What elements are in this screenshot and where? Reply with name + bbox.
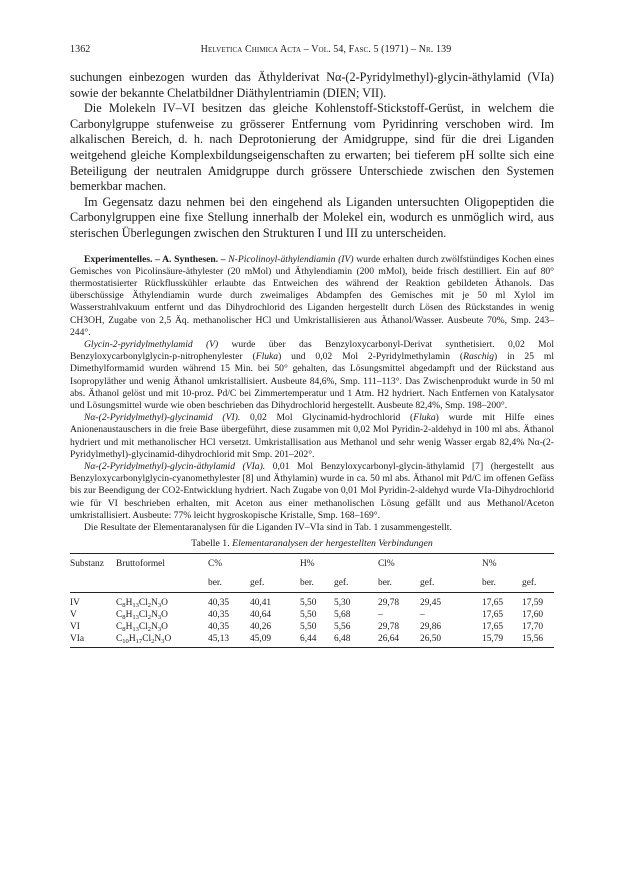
running-title: Helvetica Chimica Acta – Vol. 54, Fasc. 5 (1971) – Nr. 139	[200, 44, 452, 55]
paragraph-1: suchungen einbezogen wurden das Äthylderivat Nα-(2-Pyridylmethyl)-glycin-äthylamid (VIa) sowie der bekannte Chelatbildner Diäthylentriamin (DIEN; VII).	[70, 70, 554, 100]
cell-n-gef: 17,60	[522, 610, 544, 621]
supplier-raschig: Raschig	[463, 351, 494, 363]
cell-c-ber: 40,35	[208, 622, 230, 633]
cell-h-ber: 5,50	[300, 622, 317, 633]
row-substanz: VIa	[70, 633, 116, 648]
cell-h-ber: 5,50	[300, 598, 317, 609]
cell-c-ber: 40,35	[208, 598, 230, 609]
compound-title-v: Glycin-2-pyridylmethylamid (V)	[84, 338, 219, 350]
cell-cl-gef: 29,45	[420, 598, 442, 609]
cell-n-ber: 17,65	[482, 610, 504, 621]
table-row	[70, 597, 554, 609]
row-formula: $C_{10}H_{17}Cl_2N_3O$	[116, 633, 208, 648]
header-gef: gef.	[250, 574, 300, 593]
experimental-text-4: 0,01 Mol Benzyloxycarbonyl-glycin-äthylamid [7] (hergestellt aus Benzyloxycarbonylglycin-cyanomethylester [8] und Äthylamin) wurde in ca. 50 ml abs. Äthanol mit Pd/C im offenen Gefäss bis zur Beendigung der CO2-Entwicklung hydriert. Nach Zugabe von 0,01 Mol Pyridin-2-aldehyd wurde VIa-Dihydrochlorid wie für VI beschrieben erhalten, mit Aceton aus einer methanolischen Lösung gefällt und aus Methanol/Aceton umkristallisiert. Ausbeute: 77% leicht hygroskopische Kristalle, Smp. 168–169°.	[70, 460, 554, 521]
page-number: 1362	[70, 44, 91, 55]
cell-h-ber: 6,44	[300, 633, 334, 648]
header-c: C%	[208, 554, 300, 575]
cell-h-gef: 6,48	[334, 633, 378, 648]
paragraph-2: Die Molekeln IV–VI besitzen das gleiche Kohlenstoff-Stickstoff-Gerüst, in welchem die Carbonylgruppe stufenweise zu grösserer Entfernung vom Pyridinring verschoben wird. Im alkalischen Bereich, d. h. nach Deprotonierung der Amidgruppe, sind für die drei Liganden weitgehend gleiche Komplexbildungseigenschaften zu erwarten; bei tieferem pH sollte sich eine Beteiligung der neutralen Amidgruppe durch grössere Unterschiede zwischen den Systemen bemerkbar machen.	[70, 101, 554, 194]
table-caption-label: Tabelle 1.	[191, 538, 230, 550]
compound-title-via: Nα-(2-Pyridylmethyl)-glycin-äthylamid (VIa).	[84, 460, 266, 472]
elemental-analysis-table	[70, 553, 554, 648]
experimental-text-3a: 0,02 Mol Glycinamid-hydrochlorid (	[240, 412, 414, 424]
experimental-paragraph-4	[70, 461, 554, 522]
cell-cl-gef: –	[420, 610, 425, 621]
section-heading: Experimentelles. – A. Synthesen. –	[84, 253, 226, 265]
experimental-text-1: wurde erhalten durch zwölfstündiges Kochen eines Gemisches von Picolinsäure-äthylester (20 mMol) und Äthylendiamin (200 mMol), beide frisch destilliert. Ein auf 80° thermostatisierter Rückflusskühler erlaubte das Entweichen des während der Reaktion gebildeten Äthanols. Das überschüssige Äthylendiamin wurde durch zweimaliges Abdampfen des Gemisches mit je 50 ml Xylol im Wasserstrahlvakuum entfernt und das Dihydrochlorid des Liganden hergestellt durch Lösen des Rückstandes in wenig CH3OH, Zugabe von 2,5 Äq. methanolischer HCl und Umkristallisieren aus Äthanol/Wasser. Ausbeute 70%, Smp. 243–244°.	[70, 253, 554, 338]
running-header	[70, 44, 554, 58]
cell-cl-ber: 29,78	[378, 622, 400, 633]
experimental-paragraph-2	[70, 339, 554, 412]
experimental-paragraph-3	[70, 412, 554, 461]
cell-n-ber: 17,65	[482, 598, 504, 609]
experimental-text-3b: ) wurde mit Hilfe eines Anionenaustauschers in die freie Base übergeführt, diese zusammen mit 0,02 Mol Pyridin-2-aldehyd in 100 ml abs. Äthanol hydriert und mit methanolischer HCl versetzt. Umkristallisation aus Methanol und sehr wenig Wasser ergab 82,4% Nα-(2-Pyridylmethyl)-glycinamid-dihydrochlorid mit Smp. 201–202°.	[70, 412, 554, 460]
header-ber: ber.	[208, 574, 250, 593]
cell-n-ber: 17,65	[482, 622, 504, 633]
header-gef: gef.	[420, 574, 482, 593]
cell-c-ber: 40,35	[208, 610, 230, 621]
compound-title-iv: N-Picolinoyl-äthylendiamin (IV)	[228, 253, 354, 265]
experimental-text-2a: wurde über das Benzyloxycarbonyl-Derivat synthetisiert. 0,02 Mol Benzyloxycarbonylglycin-p-nitrophenylester (	[70, 338, 554, 363]
cell-c-gef: 40,26	[250, 622, 272, 633]
header-ber: ber.	[482, 574, 522, 593]
header-n: N%	[482, 554, 554, 575]
cell-h-gef: 5,68	[334, 610, 351, 621]
row-substanz: VI	[70, 622, 80, 633]
header-gef: gef.	[522, 574, 554, 593]
table-row	[70, 609, 554, 621]
supplier-fluka-2: Fluka	[413, 412, 436, 424]
cell-n-gef: 15,56	[522, 633, 554, 648]
table-caption	[70, 538, 554, 549]
cell-c-gef: 40,64	[250, 610, 272, 621]
cell-n-gef: 17,59	[522, 598, 544, 609]
cell-h-gef: 5,30	[334, 598, 351, 609]
cell-c-gef: 45,09	[250, 633, 300, 648]
table-caption-title: Elementaranalysen der hergestellten Verbindungen	[232, 538, 433, 550]
experimental-text-2b: ) und 0,02 Mol 2-Pyridylmethylamin (	[278, 351, 464, 363]
page	[70, 44, 554, 648]
cell-n-ber: 15,79	[482, 633, 522, 648]
cell-cl-ber: –	[378, 610, 383, 621]
experimental-paragraph-5: Die Resultate der Elementaranalysen für die Liganden IV–VIa sind in Tab. 1 zusammengestellt.	[84, 522, 452, 533]
cell-cl-gef: 29,86	[420, 622, 442, 633]
cell-c-ber: 45,13	[208, 633, 250, 648]
header-ber: ber.	[378, 574, 420, 593]
row-formula: $C_8H_{13}Cl_2N_3O$	[116, 598, 168, 610]
cell-c-gef: 40,41	[250, 598, 272, 609]
cell-h-ber: 5,50	[300, 610, 317, 621]
compound-title-vi: Nα-(2-Pyridylmethyl)-glycinamid (VI).	[84, 412, 241, 424]
header-h: H%	[300, 554, 378, 575]
experimental-text-2c: ) in 25 ml Dimethylformamid wurden während 15 Min. bei 50° gehalten, das Lösungsmittel abgedampft und der Rückstand aus Isopropyläther und wenig Äthanol umkristallisiert. Ausbeute 84,6%, Smp. 111–113°. Das Zwischenprodukt wurde in 50 ml abs. Äthanol gelöst und mit 10-proz. Pd/C bei Zimmertemperatur und 1 Atm. H2 hydriert. Nach Entfernen von Katalysator und Lösungsmittel wurde wie oben beschrieben das Dihydrochlorid hergestellt. Ausbeute 82,4%, Smp. 198–200°.	[70, 351, 554, 411]
header-ber: ber.	[300, 574, 334, 593]
row-formula: $C_8H_{13}Cl_2N_3O$	[116, 610, 168, 622]
cell-h-gef: 5,56	[334, 622, 351, 633]
row-substanz: V	[70, 610, 77, 621]
header-cl: Cl%	[378, 554, 482, 575]
supplier-fluka: Fluka	[255, 351, 279, 363]
table-row	[70, 621, 554, 633]
row-substanz: IV	[70, 598, 80, 609]
cell-n-gef: 17,70	[522, 622, 544, 633]
table-row	[70, 633, 554, 648]
row-formula: $C_8H_{13}Cl_2N_3O$	[116, 622, 168, 634]
experimental-paragraph-1	[70, 254, 554, 339]
header-substanz: Substanz	[70, 554, 116, 575]
cell-cl-ber: 26,64	[378, 633, 420, 648]
paragraph-3: Im Gegensatz dazu nehmen bei den eingehend als Liganden untersuchten Oligopeptiden die Carbonylgruppen eine fixe Stellung innerhalb der Molekel ein, wodurch es unmöglich wird, aus sterischen Überlegungen zwischen den Strukturen I und III zu unterscheiden.	[70, 194, 554, 240]
header-bruttoformel: Bruttoformel	[116, 554, 208, 575]
header-gef: gef.	[334, 574, 378, 593]
cell-cl-ber: 29,78	[378, 598, 400, 609]
cell-cl-gef: 26,50	[420, 633, 482, 648]
